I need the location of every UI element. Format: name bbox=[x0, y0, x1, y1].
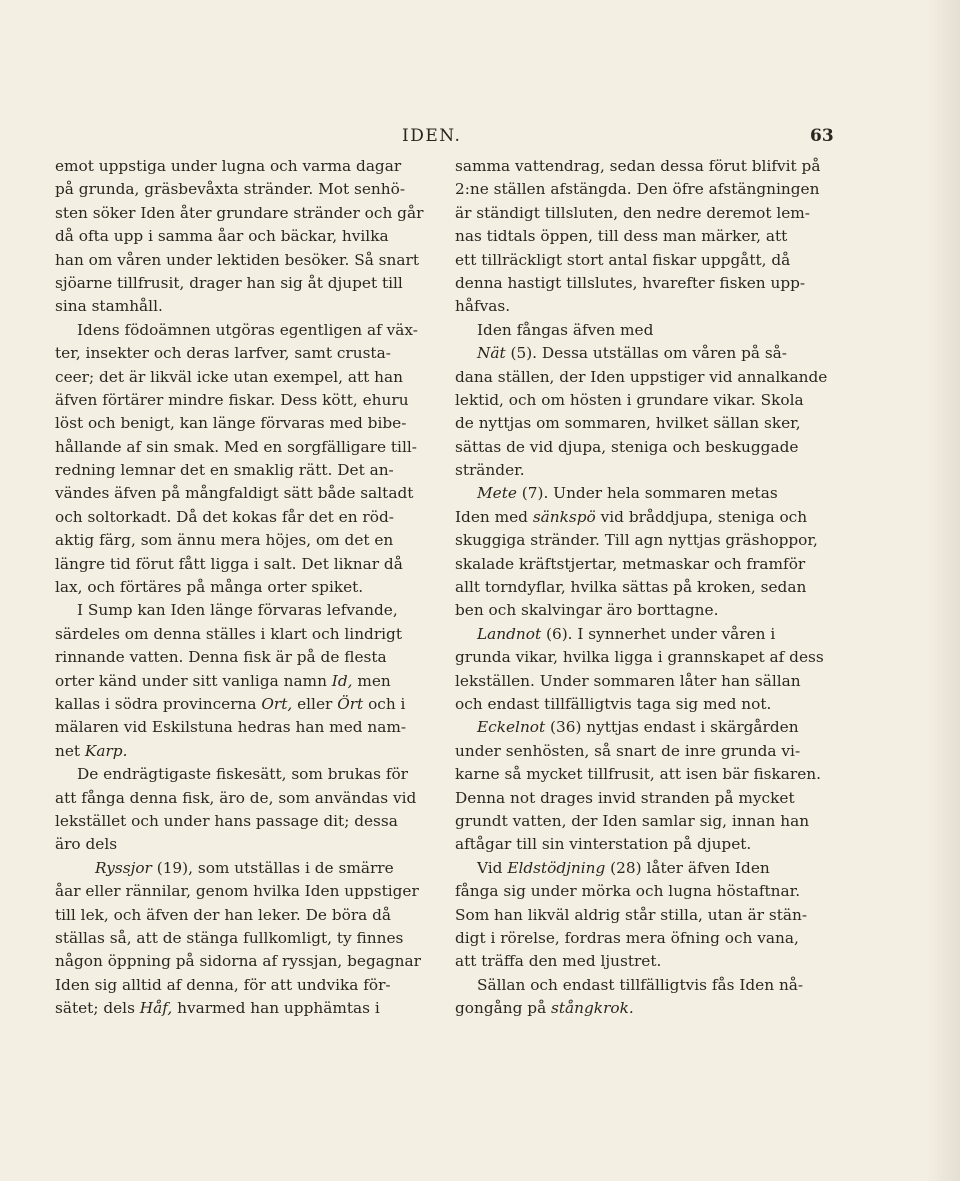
left-column-line bbox=[55, 178, 443, 201]
left-column-line bbox=[55, 927, 443, 950]
left-column-line bbox=[55, 225, 443, 248]
text-run: kallas i södra provincerna bbox=[55, 694, 262, 713]
right-column-line bbox=[455, 857, 848, 880]
text-run: stränder. bbox=[455, 461, 525, 480]
text-run: under senhösten, så snart de inre grunda vi- bbox=[455, 741, 801, 760]
text-run: ställas så, att de stänga fullkomligt, ty finnes bbox=[55, 928, 404, 947]
page-number: 63 bbox=[810, 126, 834, 146]
italic-term: Mete bbox=[477, 484, 517, 503]
text-run: Iden sig alltid af denna, för att undvika för- bbox=[55, 975, 391, 994]
text-run: hvarmed han upphämtas i bbox=[172, 999, 380, 1018]
text-run: lekstället och under hans passage dit; dessa bbox=[55, 811, 398, 830]
right-column-line bbox=[455, 482, 848, 505]
text-run: Sällan och endast tillfälligtvis fås Iden nå- bbox=[477, 975, 804, 994]
text-run: hållande af sin smak. Med en sorgfälligare till- bbox=[55, 437, 417, 456]
text-run: Iden fångas äfven med bbox=[477, 320, 654, 339]
right-column-line bbox=[455, 366, 848, 389]
left-column-line bbox=[55, 155, 443, 178]
text-run: någon öppning på sidorna af ryssjan, begagnar bbox=[55, 952, 421, 971]
left-column-line bbox=[55, 646, 443, 669]
text-run: (5). Dessa utställas om våren på så- bbox=[505, 344, 787, 363]
text-run: då ofta upp i samma åar och bäckar, hvilka bbox=[55, 227, 389, 246]
left-column-line bbox=[55, 576, 443, 599]
left-column-line bbox=[55, 810, 443, 833]
left-column-line bbox=[55, 412, 443, 435]
text-run: redning lemnar det en smaklig rätt. Det an- bbox=[55, 461, 394, 480]
right-column-line bbox=[455, 646, 848, 669]
right-column-line bbox=[455, 529, 848, 552]
left-column-line bbox=[55, 295, 443, 318]
right-column-line bbox=[455, 319, 848, 342]
italic-term: Håf, bbox=[139, 999, 173, 1018]
right-column-line bbox=[455, 693, 848, 716]
text-run: aktig färg, som ännu mera höjes, om det en bbox=[55, 531, 394, 550]
text-run: sjöarne tillfrusit, drager han sig åt djupet till bbox=[55, 273, 403, 292]
left-column-line bbox=[55, 740, 443, 763]
running-title: IDEN. bbox=[402, 126, 462, 146]
text-run: åar eller rännilar, genom hvilka Iden uppstiger bbox=[55, 882, 419, 901]
right-text-column bbox=[455, 155, 848, 1020]
left-column-line bbox=[55, 482, 443, 505]
text-run: äro dels bbox=[55, 835, 118, 854]
text-run: men bbox=[352, 671, 391, 690]
right-column-line bbox=[455, 997, 848, 1020]
right-column-line bbox=[455, 553, 848, 576]
right-column-line bbox=[455, 178, 848, 201]
left-column-line bbox=[55, 553, 443, 576]
text-run: att fånga denna fisk, äro de, som användas vid bbox=[55, 788, 417, 807]
right-column-line bbox=[455, 459, 848, 482]
text-run: vändes äfven på mångfaldigt sätt både saltadt bbox=[55, 484, 414, 503]
left-column-line bbox=[55, 880, 443, 903]
left-column-line bbox=[55, 763, 443, 786]
text-run: ceer; det är likväl icke utan exempel, att han bbox=[55, 367, 403, 386]
text-run: på grunda, gräsbevåxta stränder. Mot senhö- bbox=[55, 180, 406, 199]
text-run: sten söker Iden åter grundare stränder och går bbox=[55, 203, 424, 222]
text-run: och i bbox=[363, 694, 406, 713]
left-column-line bbox=[55, 459, 443, 482]
left-column-line bbox=[55, 693, 443, 716]
text-run: ter, insekter och deras larfver, samt crusta- bbox=[55, 344, 391, 363]
italic-term: Karp. bbox=[84, 741, 128, 760]
right-column-line bbox=[455, 599, 848, 622]
left-column-line bbox=[55, 249, 443, 272]
left-column-line bbox=[55, 974, 443, 997]
text-run: nas tidtals öppen, till dess man märker, att bbox=[455, 227, 788, 246]
right-column-line bbox=[455, 202, 848, 225]
right-column-line bbox=[455, 389, 848, 412]
left-column-line bbox=[55, 997, 443, 1020]
right-column-line bbox=[455, 342, 848, 365]
text-run: grunda vikar, hvilka ligga i grannskapet af dess bbox=[455, 648, 824, 667]
text-run: de nyttjas om sommaren, hvilket sällan sker, bbox=[455, 414, 801, 433]
text-run: ett tillräckligt stort antal fiskar uppgått, då bbox=[455, 250, 791, 269]
text-run: emot uppstiga under lugna och varma dagar bbox=[55, 157, 402, 175]
right-column-line bbox=[455, 833, 848, 856]
text-run: (7). Under hela sommaren metas bbox=[516, 484, 778, 503]
text-run: 2:ne ställen afstängda. Den öfre afstängningen bbox=[455, 180, 820, 199]
text-run: löst och benigt, kan länge förvaras med bibe- bbox=[55, 414, 407, 433]
right-column-line bbox=[455, 272, 848, 295]
right-column-line bbox=[455, 880, 848, 903]
left-column-line bbox=[55, 599, 443, 622]
left-column-line bbox=[55, 670, 443, 693]
text-run: skuggiga stränder. Till agn nyttjas gräshoppor, bbox=[455, 531, 818, 550]
text-run: (6). I synnerhet under våren i bbox=[541, 624, 776, 643]
text-run: digt i rörelse, fordras mera öfning och vana, bbox=[455, 928, 799, 947]
italic-term: Ört bbox=[337, 694, 364, 713]
right-column-line bbox=[455, 436, 848, 459]
text-run: orter känd under sitt vanliga namn bbox=[55, 671, 332, 690]
italic-term: stångkrok. bbox=[551, 999, 634, 1018]
text-run: Denna not drages invid stranden på mycket bbox=[455, 788, 795, 807]
italic-term: Ryssjor bbox=[95, 858, 152, 877]
text-run: Vid bbox=[477, 858, 508, 877]
left-column-line bbox=[55, 857, 443, 880]
right-column-line bbox=[455, 787, 848, 810]
text-run: ben och skalvingar äro borttagne. bbox=[455, 601, 719, 620]
right-column-line bbox=[455, 716, 848, 739]
text-run: längre tid förut fått ligga i salt. Det liknar då bbox=[55, 554, 403, 573]
left-column-line bbox=[55, 623, 443, 646]
left-column-line bbox=[55, 787, 443, 810]
text-run: han om våren under lektiden besöker. Så snart bbox=[55, 250, 419, 269]
text-run: sätet; dels bbox=[55, 999, 140, 1018]
text-run: (28) låter äfven Iden bbox=[605, 858, 770, 877]
right-column-line bbox=[455, 506, 848, 529]
right-column-line bbox=[455, 927, 848, 950]
text-run: denna hastigt tillslutes, hvarefter fisken upp- bbox=[455, 273, 806, 292]
left-text-column bbox=[55, 155, 443, 1020]
right-column-line bbox=[455, 740, 848, 763]
text-run: net bbox=[55, 741, 85, 760]
text-run: De endrägtigaste fiskesätt, som brukas för bbox=[77, 765, 408, 784]
text-run: gongång på bbox=[455, 999, 552, 1018]
italic-term: Ort, bbox=[261, 694, 293, 713]
right-column-line bbox=[455, 950, 848, 973]
left-column-line bbox=[55, 272, 443, 295]
right-column-line bbox=[455, 412, 848, 435]
left-column-line bbox=[55, 389, 443, 412]
text-run: vid bråddjupa, steniga och bbox=[595, 507, 808, 526]
text-run: samma vattendrag, sedan dessa förut blifvit på bbox=[455, 157, 821, 175]
text-run: aftågar till sin vinterstation på djupet. bbox=[455, 835, 752, 854]
italic-term: sänkspö bbox=[532, 507, 596, 526]
left-column-line bbox=[55, 950, 443, 973]
text-run: lax, och förtäres på många orter spiket. bbox=[55, 578, 364, 597]
left-column-line bbox=[55, 716, 443, 739]
text-run: dana ställen, der Iden uppstiger vid annalkande bbox=[455, 367, 828, 386]
text-run: I Sump kan Iden länge förvaras lefvande, bbox=[77, 601, 398, 620]
right-column-line bbox=[455, 670, 848, 693]
text-run: lekställen. Under sommaren låter han sällan bbox=[455, 671, 801, 690]
text-run: håfvas. bbox=[455, 297, 511, 316]
text-run: allt torndyflar, hvilka sättas på kroken, sedan bbox=[455, 578, 807, 597]
text-run: lektid, och om hösten i grundare vikar. Skola bbox=[455, 390, 804, 409]
right-column-line bbox=[455, 155, 848, 178]
right-column-line bbox=[455, 974, 848, 997]
left-column-line bbox=[55, 833, 443, 856]
text-run: att träffa den med ljustret. bbox=[455, 952, 662, 971]
text-run: skalade kräftstjertar, metmaskar och framför bbox=[455, 554, 806, 573]
left-column-line bbox=[55, 202, 443, 225]
right-column-line bbox=[455, 623, 848, 646]
right-column-line bbox=[455, 763, 848, 786]
page-edge-shadow bbox=[926, 0, 960, 1181]
text-run: fånga sig under mörka och lugna höstaftnar. bbox=[455, 882, 801, 901]
left-column-line bbox=[55, 529, 443, 552]
right-column-line bbox=[455, 810, 848, 833]
left-column-line bbox=[55, 904, 443, 927]
left-column-line bbox=[55, 342, 443, 365]
italic-term: Nät bbox=[477, 344, 506, 363]
left-column-line bbox=[55, 366, 443, 389]
text-run: äfven förtärer mindre fiskar. Dess kött, ehuru bbox=[55, 390, 409, 409]
text-run: karne så mycket tillfrusit, att isen bär fiskaren. bbox=[455, 765, 822, 784]
right-column-line bbox=[455, 576, 848, 599]
right-column-line bbox=[455, 295, 848, 318]
text-run: är ständigt tillsluten, den nedre deremot lem- bbox=[455, 203, 810, 222]
right-column-line bbox=[455, 249, 848, 272]
text-run: och endast tillfälligtvis taga sig med not. bbox=[455, 694, 772, 713]
right-column-line bbox=[455, 904, 848, 927]
right-column-line bbox=[455, 225, 848, 248]
italic-term: Id, bbox=[331, 671, 353, 690]
italic-term: Landnot bbox=[477, 624, 542, 643]
text-run: sättas de vid djupa, steniga och beskuggade bbox=[455, 437, 799, 456]
left-column-line bbox=[55, 436, 443, 459]
text-run: sina stamhåll. bbox=[55, 297, 163, 316]
text-run: Som han likväl aldrig står stilla, utan är stän- bbox=[455, 905, 808, 924]
text-run: (36) nyttjas endast i skärgården bbox=[545, 718, 799, 737]
text-run: (19), som utställas i de smärre bbox=[151, 858, 394, 877]
italic-term: Eldstödjning bbox=[507, 858, 606, 877]
text-run: särdeles om denna ställes i klart och lindrigt bbox=[55, 624, 402, 643]
text-run: Idens födoämnen utgöras egentligen af väx- bbox=[77, 320, 418, 339]
text-run: till lek, och äfven der han leker. De böra då bbox=[55, 905, 392, 924]
left-column-line bbox=[55, 319, 443, 342]
left-column-line bbox=[55, 506, 443, 529]
text-run: Iden med bbox=[455, 507, 533, 526]
text-run: och soltorkadt. Då det kokas får det en röd- bbox=[55, 507, 394, 526]
text-run: grundt vatten, der Iden samlar sig, innan han bbox=[455, 811, 810, 830]
italic-term: Eckelnot bbox=[477, 718, 546, 737]
text-run: rinnande vatten. Denna fisk är på de flesta bbox=[55, 648, 387, 667]
text-run: mälaren vid Eskilstuna hedras han med nam- bbox=[55, 718, 407, 737]
text-run: eller bbox=[292, 694, 338, 713]
